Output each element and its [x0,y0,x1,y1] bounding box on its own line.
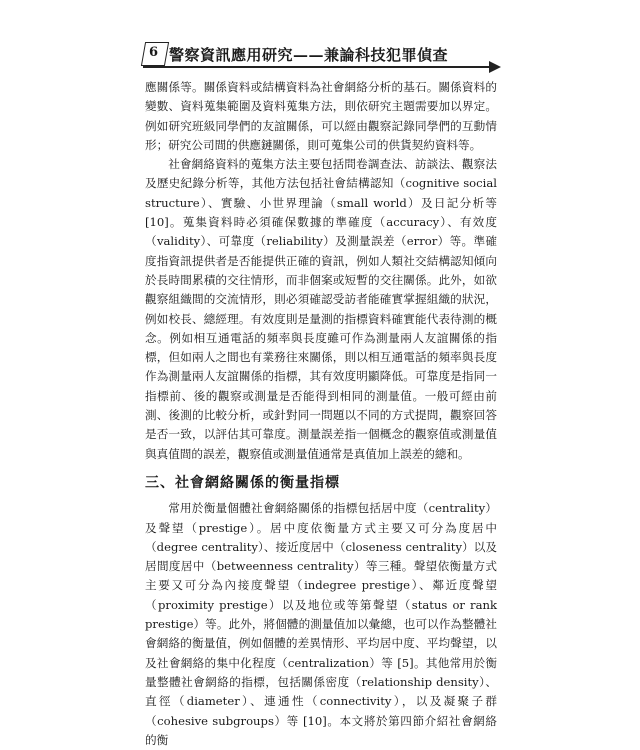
header-arrow-icon [489,61,501,73]
header-rule [143,66,493,68]
body-text [145,78,497,750]
paragraph: 應關係等。關係資料或結構資料為社會網絡分析的基石。關係資料的變數、資料蒐集範圍及資料蒐集方法，則依研究主題需要加以界定。例如研究班級同學們的友誼關係，可以經由觀察記錄同學們的互動情形；研究公司間的供應鏈關係，則可蒐集公司的供貨契約資料等。 [145,80,497,152]
page-number: 6 [149,45,159,60]
running-header [143,42,503,72]
paragraph: 社會網絡資料的蒐集方法主要包括問卷調查法、訪談法、觀察法及歷史紀錄分析等，其他方法包括社會結構認知（cognitive social structure）、實驗、小世界理論（small world）及日記分析等 [10]。蒐集資料時必須確保數據的準確度（accuracy）、有效度（validity）、可靠度（reliability）及測量誤差（error）等。準確度指資訊提供者是否能提供正確的資訊，例如人類社交結構認知傾向於長時間累積的交往情形，而非個案或短暫的交往關係。此外，如欲觀察組織間的交流情形，則必須確認受訪者能確實掌握組織的狀況，例如校長、總經理。有效度則是量測的指標資料確實能代表待測的概念。例如相互通電話的頻率與長度雖可作為測量兩人友誼關係的指標，但如兩人之間也有業務往來關係，則以相互通電話的頻率與長度作為測量兩人友誼關係的指標，其有效度明顯降低。可靠度是指同一指標前、後的觀察或測量是否能得到相同的測量值。一般可經由前測、後測的比較分析，或針對同一問題以不同的方式提問，觀察回答是否一致，以評估其可靠度。測量誤差指一個概念的觀察值或測量值與真值間的誤差，觀察值或測量值通常是真值加上誤差的總和。 [145,157,497,461]
section-heading: 三、社會網絡關係的衡量指標 [145,474,340,491]
running-title: 警察資訊應用研究——兼論科技犯罪偵查 [169,46,449,64]
paragraph: 常用於衡量個體社會網絡關係的指標包括居中度（centrality）及聲望（prestige）。居中度依衡量方式主要又可分為度居中（degree centrality）、接近度居中（closeness centrality）以及居間度居中（betweenness centrality）等三種。聲望依衡量方式主要又可分為內接度聲望（indegree prestige）、鄰近度聲望（proximity prestige）以及地位或等第聲望（status or rank prestige）等。此外，將個體的測量值加以彙總，也可以作為整體社會網絡的衡量值，例如個體的差異情形、平均居中度、平均聲望，以及社會網絡的集中化程度（centralization）等 [5]。其他常用於衡量整體社會網絡的指標，包括關係密度（relationship density）、直徑（diameter）、連通性（connectivity），以及凝聚子群（cohesive subgroups）等 [10]。本文將於第四節介紹社會網絡的衡 [145,501,497,747]
